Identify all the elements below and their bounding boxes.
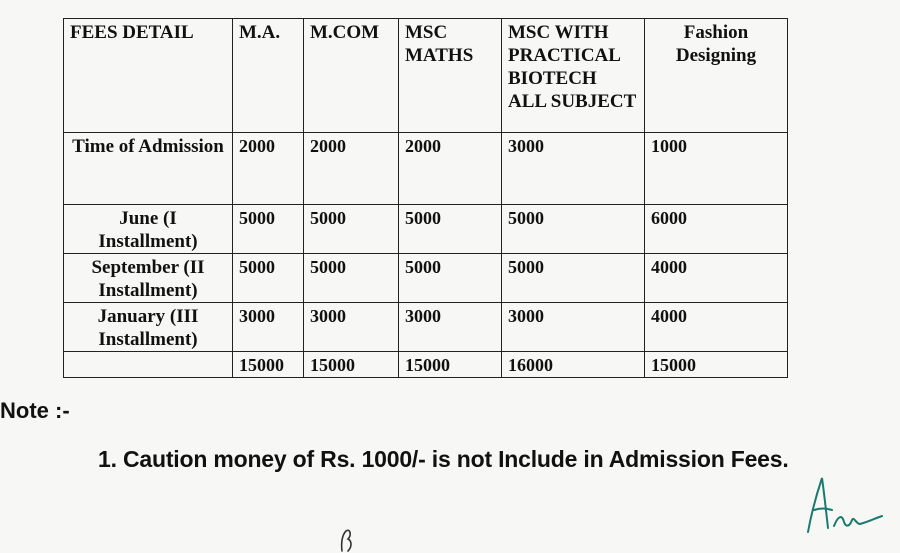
row-label: Time of Admission [64, 133, 233, 205]
header-mcom: M.COM [304, 19, 399, 133]
table-cell: 3000 [233, 303, 304, 352]
table-cell: 5000 [304, 254, 399, 303]
fees-table [63, 18, 788, 378]
header-msc-maths: MSC MATHS [399, 19, 502, 133]
table-row [64, 205, 788, 254]
row-label: June (I Installment) [64, 205, 233, 254]
total-cell: 15000 [645, 352, 788, 378]
table-cell: 3000 [502, 133, 645, 205]
table-cell: 6000 [645, 205, 788, 254]
table-row [64, 254, 788, 303]
table-cell: 2000 [233, 133, 304, 205]
header-msc-biotech: MSC WITH PRACTICAL BIOTECH ALL SUBJECT [502, 19, 645, 133]
table-cell: 3000 [502, 303, 645, 352]
note-item: 1. Caution money of Rs. 1000/- is not Include in Admission Fees. [98, 446, 789, 472]
table-cell: 4000 [645, 303, 788, 352]
note-heading: Note :- [0, 398, 70, 423]
table-row [64, 133, 788, 205]
table-cell: 5000 [233, 254, 304, 303]
total-label [64, 352, 233, 378]
header-fees-detail: FEES DETAIL [64, 19, 233, 133]
table-cell: 5000 [502, 205, 645, 254]
pen-mark-icon [336, 525, 360, 553]
table-header-row [64, 19, 788, 133]
table-cell: 2000 [399, 133, 502, 205]
table-cell: 4000 [645, 254, 788, 303]
table-cell: 3000 [304, 303, 399, 352]
header-ma: M.A. [233, 19, 304, 133]
table-cell: 5000 [304, 205, 399, 254]
table-cell: 5000 [399, 254, 502, 303]
total-cell: 15000 [399, 352, 502, 378]
table-total-row [64, 352, 788, 378]
table-cell: 5000 [399, 205, 502, 254]
table-cell: 1000 [645, 133, 788, 205]
table-cell: 5000 [233, 205, 304, 254]
row-label: January (III Installment) [64, 303, 233, 352]
table-cell: 3000 [399, 303, 502, 352]
total-cell: 15000 [233, 352, 304, 378]
row-label: September (II Installment) [64, 254, 233, 303]
header-fashion-designing: Fashion Designing [645, 19, 788, 133]
table-cell: 2000 [304, 133, 399, 205]
signature-icon [790, 470, 885, 545]
total-cell: 15000 [304, 352, 399, 378]
table-cell: 5000 [502, 254, 645, 303]
table-row [64, 303, 788, 352]
total-cell: 16000 [502, 352, 645, 378]
